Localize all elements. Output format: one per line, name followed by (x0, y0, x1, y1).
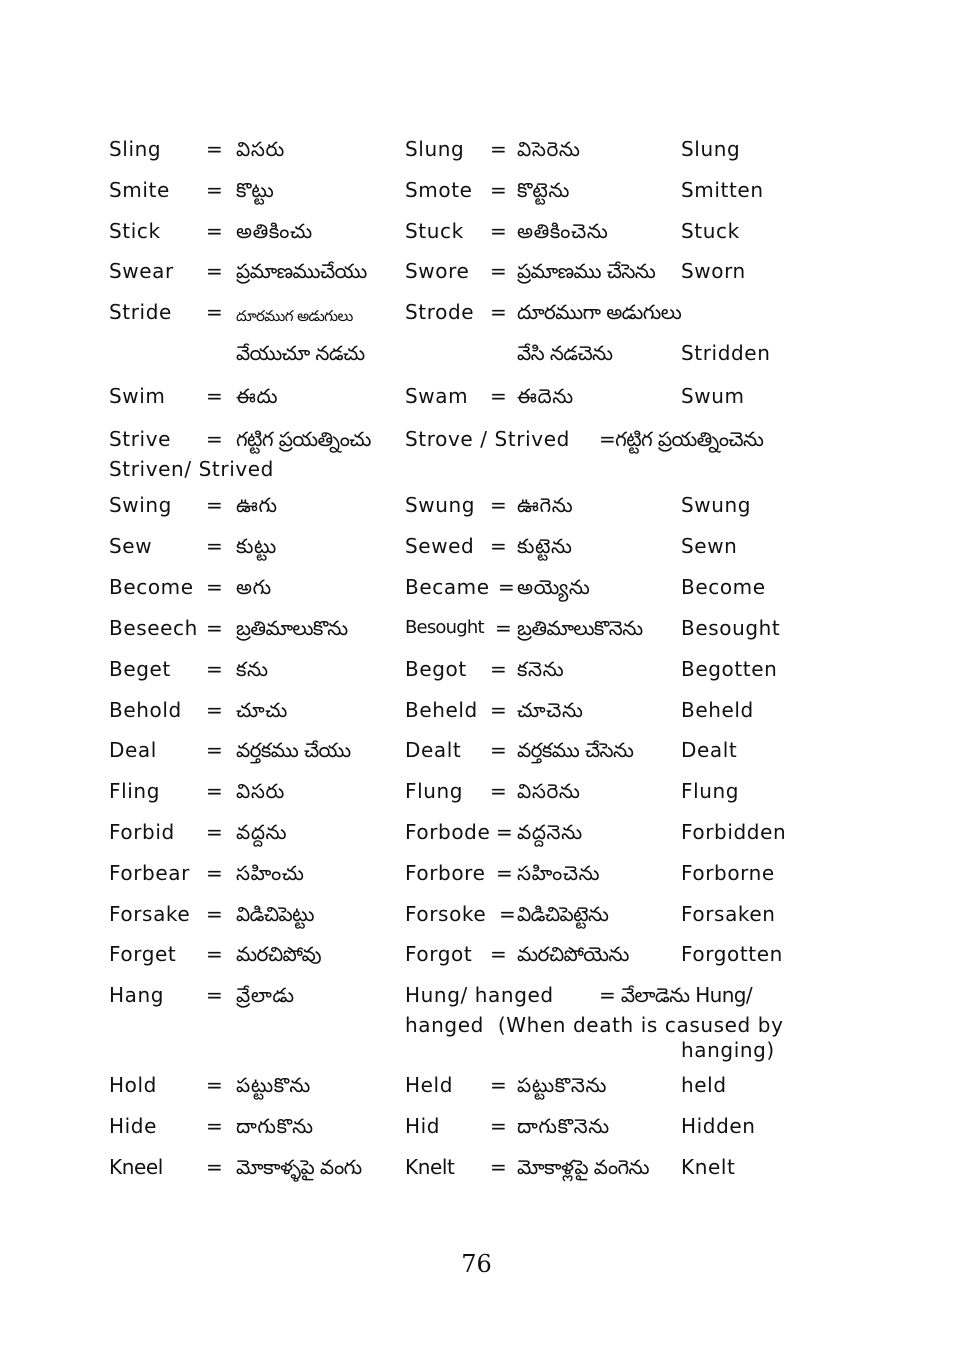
base-meaning: కను (236, 657, 269, 681)
base-meaning: విడిచిపెట్టు (236, 902, 314, 926)
equals-sign: = (490, 1155, 508, 1179)
verb-row (0, 615, 953, 649)
equals-sign: = (206, 616, 224, 640)
equals-sign: = (206, 983, 224, 1007)
past-meaning: విడిచిపెట్టెను (517, 902, 609, 926)
past-participle: Dealt (681, 738, 738, 762)
past-form: Held (405, 1073, 453, 1097)
base-form: Sew (109, 534, 153, 558)
equals-sign: = (206, 384, 224, 408)
base-form: Stick (109, 219, 161, 243)
base-meaning: ఈదు (236, 384, 279, 408)
past-form: Beheld (405, 698, 478, 722)
equals-sign: = (498, 575, 516, 599)
base-meaning: వ్రేలాడు (236, 983, 295, 1007)
verb-row (0, 574, 953, 608)
verb-row (0, 737, 953, 771)
past-form: Swam (405, 384, 469, 408)
past-meaning: కొట్టెను (517, 178, 571, 202)
verb-row (0, 1072, 953, 1106)
base-meaning: ప్రమాణముచేయు (236, 259, 367, 283)
base-meaning: గట్టిగ ప్రయత్నించు (236, 427, 371, 451)
verb-row (0, 258, 953, 292)
past-form-note: hanged (When death is casused by (405, 1013, 784, 1037)
past-meaning: పట్టుకొనెను (517, 1073, 608, 1097)
past-participle: held (681, 1073, 727, 1097)
past-participle: Stridden (681, 341, 771, 365)
equals-sign: = (490, 178, 508, 202)
past-participle: Swum (681, 384, 745, 408)
base-form: Sling (109, 137, 162, 161)
equals-sign: = (495, 616, 513, 640)
equals-sign: = (206, 427, 224, 451)
equals-sign: = (206, 942, 224, 966)
verb-row-continuation (0, 1037, 953, 1071)
past-form: Forbode (405, 820, 491, 844)
past-form: Knelt (405, 1155, 455, 1179)
past-form: Forgot (405, 942, 473, 966)
verb-row (0, 656, 953, 690)
base-form: Swing (109, 493, 172, 517)
past-participle: Forbidden (681, 820, 787, 844)
past-meaning: దూరముగా అడుగులు (517, 300, 682, 324)
base-meaning: దాగుకొను (236, 1114, 314, 1138)
verb-row (0, 492, 953, 526)
equals-sign: = (490, 942, 508, 966)
past-form: Smote (405, 178, 473, 202)
past-meaning: వద్దనెను (517, 820, 583, 844)
equals-sign: = (490, 493, 508, 517)
past-form: Swore (405, 259, 470, 283)
past-participle: Forgotten (681, 942, 783, 966)
past-meaning: సహించెను (517, 861, 601, 885)
equals-sign: = (490, 300, 508, 324)
past-meaning: =గట్టిగ ప్రయత్నించెను (599, 427, 764, 451)
base-form: Hide (109, 1114, 157, 1138)
past-meaning: దాగుకొనెను (517, 1114, 610, 1138)
past-meaning: కుట్టెను (517, 534, 573, 558)
base-meaning: చూచు (236, 698, 288, 722)
past-form: Became (405, 575, 490, 599)
base-meaning: మరచిపోవు (236, 942, 322, 966)
past-form: Swung (405, 493, 476, 517)
past-form: Sewed (405, 534, 475, 558)
base-form: Hold (109, 1073, 157, 1097)
past-meaning: విసరెను (517, 779, 581, 803)
equals-sign: = (490, 1114, 508, 1138)
page-number: 76 (461, 1250, 492, 1278)
base-form: Beget (109, 657, 171, 681)
past-participle: Beheld (681, 698, 754, 722)
equals-sign: = (490, 779, 508, 803)
past-participle: Hidden (681, 1114, 756, 1138)
equals-sign: = (206, 178, 224, 202)
base-meaning: వేయుచూ నడచు (236, 341, 365, 365)
base-meaning: కుట్టు (236, 534, 277, 558)
past-form: Forbore (405, 861, 486, 885)
equals-sign: = (490, 657, 508, 681)
past-meaning: = వేలాడెను Hung/ (599, 983, 753, 1007)
verb-row (0, 1113, 953, 1147)
verb-row (0, 901, 953, 935)
base-meaning: ఊగు (236, 493, 278, 517)
past-meaning: ఊగెను (517, 493, 574, 517)
base-form: Hang (109, 983, 165, 1007)
base-form: Strive (109, 427, 172, 451)
verb-row (0, 218, 953, 252)
verb-row (0, 941, 953, 975)
verb-row (0, 177, 953, 211)
base-form: Swear (109, 259, 174, 283)
base-meaning: విసరు (236, 137, 285, 161)
past-form: Dealt (405, 738, 462, 762)
base-meaning: అతికించు (236, 219, 313, 243)
equals-sign: = (206, 493, 224, 517)
past-meaning: ఈదెను (517, 384, 574, 408)
verb-row-continuation (0, 456, 953, 490)
base-meaning: విసరు (236, 779, 285, 803)
base-meaning: వద్దను (236, 820, 288, 844)
equals-sign: = (490, 738, 508, 762)
base-meaning: పట్టుకొను (236, 1073, 311, 1097)
past-participle: Flung (681, 779, 740, 803)
past-meaning: కనెను (517, 657, 565, 681)
past-participle: Smitten (681, 178, 764, 202)
past-participle-note: hanging) (681, 1038, 775, 1062)
past-form: Strove / Strived (405, 427, 570, 451)
base-form: Forsake (109, 902, 191, 926)
base-meaning: కొట్టు (236, 178, 275, 202)
equals-sign: = (206, 1073, 224, 1097)
base-meaning: దూరముగ అడుగులు (236, 307, 353, 325)
equals-sign: = (490, 137, 508, 161)
equals-sign: = (499, 902, 517, 926)
equals-sign: = (496, 820, 514, 844)
verb-row (0, 426, 953, 460)
past-meaning: మరచిపోయెను (517, 942, 629, 966)
verb-row (0, 860, 953, 894)
equals-sign: = (206, 300, 224, 324)
past-participle: Knelt (681, 1155, 736, 1179)
equals-sign: = (206, 698, 224, 722)
base-form: Swim (109, 384, 166, 408)
past-meaning: బ్రతిమాలుకొనెను (517, 616, 643, 640)
equals-sign: = (206, 657, 224, 681)
base-form: Forbid (109, 820, 175, 844)
verb-row (0, 299, 953, 333)
equals-sign: = (206, 575, 224, 599)
verb-row (0, 383, 953, 417)
past-participle: Begotten (681, 657, 778, 681)
past-participle: Besought (681, 616, 781, 640)
past-participle: Forsaken (681, 902, 776, 926)
verb-row (0, 533, 953, 567)
past-participle: Sworn (681, 259, 746, 283)
base-form: Smite (109, 178, 170, 202)
equals-sign: = (206, 1114, 224, 1138)
past-form: Stuck (405, 219, 464, 243)
past-form: Strode (405, 300, 475, 324)
base-meaning: సహించు (236, 861, 305, 885)
base-form: Kneel (109, 1155, 163, 1179)
verb-row (0, 1154, 953, 1188)
past-form: Hid (405, 1114, 441, 1138)
base-form: Become (109, 575, 194, 599)
verb-row (0, 819, 953, 853)
equals-sign: = (206, 861, 224, 885)
base-form: Fling (109, 779, 160, 803)
past-participle: Swung (681, 493, 752, 517)
past-participle: Stuck (681, 219, 740, 243)
verb-row (0, 778, 953, 812)
past-participle: Striven/ Strived (109, 457, 274, 481)
base-form: Forget (109, 942, 177, 966)
equals-sign: = (496, 861, 514, 885)
equals-sign: = (206, 779, 224, 803)
past-participle: Slung (681, 137, 741, 161)
past-meaning: అతికించెను (517, 219, 609, 243)
past-form: Forsoke (405, 902, 487, 926)
equals-sign: = (206, 259, 224, 283)
past-participle: Sewn (681, 534, 738, 558)
past-meaning: వేసి నడచెను (517, 341, 613, 365)
base-meaning: మోకాళ్ళపై వంగు (236, 1155, 362, 1179)
equals-sign: = (490, 219, 508, 243)
base-meaning: వర్తకము చేయు (236, 738, 351, 762)
equals-sign: = (206, 902, 224, 926)
equals-sign: = (490, 259, 508, 283)
base-form: Forbear (109, 861, 190, 885)
past-meaning: అయ్యెను (517, 575, 591, 599)
equals-sign: = (490, 534, 508, 558)
base-form: Deal (109, 738, 157, 762)
past-participle: Become (681, 575, 766, 599)
verb-row (0, 697, 953, 731)
base-form: Behold (109, 698, 182, 722)
base-meaning: అగు (236, 575, 272, 599)
past-form: Slung (405, 137, 465, 161)
base-form: Stride (109, 300, 172, 324)
equals-sign: = (206, 738, 224, 762)
base-meaning: బ్రతిమాలుకొను (236, 616, 348, 640)
past-meaning: విసెరెను (517, 137, 581, 161)
verb-row-continuation (0, 340, 953, 374)
equals-sign: = (490, 698, 508, 722)
past-meaning: మోకాళ్లపై వంగెను (517, 1155, 649, 1179)
equals-sign: = (206, 1155, 224, 1179)
past-form: Hung/ hanged (405, 983, 554, 1007)
past-form: Besought (405, 617, 484, 638)
equals-sign: = (206, 137, 224, 161)
equals-sign: = (490, 1073, 508, 1097)
past-meaning: వర్తకము చేసెను (517, 738, 634, 762)
equals-sign: = (206, 820, 224, 844)
past-form: Flung (405, 779, 464, 803)
past-meaning: ప్రమాణము చేసెను (517, 259, 656, 283)
past-form: Begot (405, 657, 467, 681)
past-meaning: చూచెను (517, 698, 584, 722)
past-participle: Forborne (681, 861, 775, 885)
equals-sign: = (206, 219, 224, 243)
equals-sign: = (490, 384, 508, 408)
verb-row (0, 982, 953, 1016)
verb-row (0, 136, 953, 170)
equals-sign: = (206, 534, 224, 558)
base-form: Beseech (109, 616, 198, 640)
